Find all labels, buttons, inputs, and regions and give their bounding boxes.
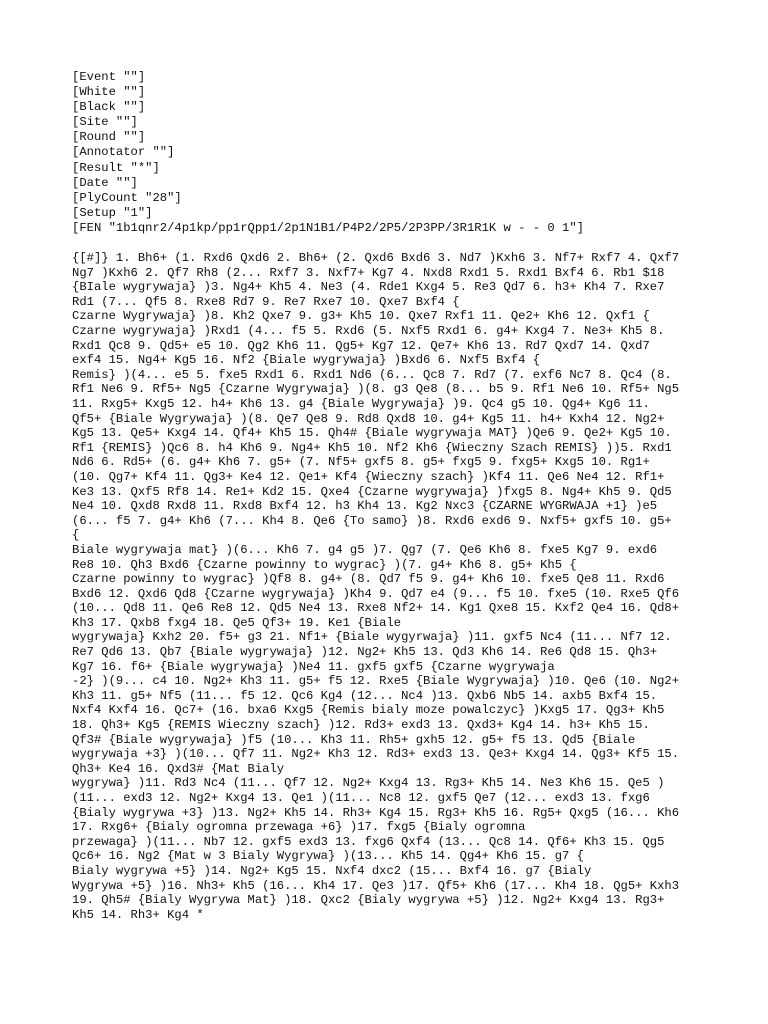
movetext-line: Qc6+ 16. Ng2 {Mat w 3 Bialy Wygrywa} )(13... Kh5 14. Qg4+ Kh6 15. g7 {: [72, 849, 584, 864]
movetext-line: wygrywa} )11. Rd3 Nc4 (11... Qf7 12. Ng2+ Kxg4 13. Rg3+ Kh5 14. Ne3 Kh6 15. Qe5 ): [72, 776, 665, 791]
pgn-header-tag: [PlyCount "28"]: [72, 190, 182, 205]
movetext-line: {: [72, 528, 80, 543]
movetext-line: 19. Qh5# {Bialy Wygrywa Mat} )18. Qxc2 {Bialy wygrywa +5} )12. Ng2+ Kxg4 13. Rg3+: [72, 893, 665, 908]
movetext-line: Qf3# {Biale wygrywaja} )f5 (10... Kh3 11. Rh5+ gxh5 12. g5+ f5 13. Qd5 {Biale: [72, 732, 636, 747]
pgn-movetext: [72, 251, 712, 922]
pgn-header-tag: [Black ""]: [72, 100, 146, 115]
movetext-line: {BIale wygrywaja} )3. Ng4+ Kh5 4. Ne3 (4. Rde1 Kxg4 5. Re3 Qd7 6. h3+ Kh4 7. Rxe7: [72, 280, 665, 295]
movetext-line: Nd6 6. Rd5+ (6. g4+ Kh6 7. g5+ (7. Nf5+ gxf5 8. g5+ fxg5 9. fxg5+ Kxg5 10. Rg1+: [72, 455, 650, 470]
movetext-line: {Bialy wygrywa +3} )13. Ng2+ Kh5 14. Rh3+ Kg4 15. Rg3+ Kh5 16. Rg5+ Qxg5 (16... Kh6: [72, 805, 680, 820]
movetext-line: 18. Qh3+ Kg5 {REMIS Wieczny szach} )12. Rd3+ exd3 13. Qxd3+ Kg4 14. h3+ Kh5 15.: [72, 718, 650, 733]
movetext-line: Remis} )(4... e5 5. fxe5 Rxd1 6. Rxd1 Nd6 (6... Qc8 7. Rd7 (7. exf6 Nc7 8. Qc4 (8.: [72, 367, 672, 382]
movetext-line: wygrywaja +3} )(10... Qf7 11. Ng2+ Kh3 12. Rd3+ exd3 13. Qe3+ Kxg4 14. Qg3+ Kf5 15.: [72, 747, 680, 762]
movetext-line: Re7 Qd6 13. Qb7 {Biale wygrywaja} )12. Ng2+ Kh5 13. Qd3 Kh6 14. Re6 Qd8 15. Qh3+: [72, 645, 658, 660]
movetext-line: 11. Rxg5+ Kxg5 12. h4+ Kh6 13. g4 {Biale Wygrywaja} )9. Qc4 g5 10. Qg4+ Kg6 11.: [72, 396, 650, 411]
movetext-line: Re8 10. Qh3 Bxd6 {Czarne powinny to wygrac} )(7. g4+ Kh6 8. g5+ Kh5 {: [72, 557, 577, 572]
movetext-line: Nxf4 Kxf4 16. Qc7+ (16. bxa6 Kxg5 {Remis bialy moze powalczyc} )Kxg5 17. Qg3+ Kh5: [72, 703, 665, 718]
movetext-line: Rf1 {REMIS} )Qc6 8. h4 Kh6 9. Ng4+ Kh5 10. Nf2 Kh6 {Wieczny Szach REMIS} ))5. Rxd1: [72, 440, 672, 455]
movetext-line: Rf1 Ne6 9. Rf5+ Ng5 {Czarne Wygrywaja} )(8. g3 Qe8 (8... b5 9. Rf1 Ne6 10. Rf5+ Ng5: [72, 382, 680, 397]
movetext-line: exf4 15. Ng4+ Kg5 16. Nf2 {Biale wygrywaja} )Bxd6 6. Nxf5 Bxf4 {: [72, 353, 541, 368]
movetext-line: Kh5 14. Rh3+ Kg4 *: [72, 907, 204, 922]
movetext-line: Czarne wygrywaja} )Rxd1 (4... f5 5. Rxd6 (5. Nxf5 Rxd1 6. g4+ Kxg4 7. Ne3+ Kh5 8.: [72, 324, 665, 338]
movetext-line: Kg7 16. f6+ {Biale wygrywaja} )Ne4 11. gxf5 gxf5 {Czarne wygrywaja: [72, 659, 555, 674]
movetext-line: Kg5 13. Qe5+ Kxg4 14. Qf4+ Kh5 15. Qh4# {Biale wygrywaja MAT} )Qe6 9. Qe2+ Kg5 10.: [72, 426, 672, 441]
movetext-line: Bxd6 12. Qxd6 Qd8 {Czarne wygrywaja} )Kh4 9. Qd7 e4 (9... f5 10. fxe5 (10. Rxe5 Qf6: [72, 586, 680, 601]
movetext-line: Biale wygrywaja mat} )(6... Kh6 7. g4 g5 )7. Qg7 (7. Qe6 Kh6 8. fxe5 Kg7 9. exd6: [72, 542, 658, 557]
pgn-header-tag: [Round ""]: [72, 130, 146, 145]
movetext-line: 17. Rxg6+ {Bialy ogromna przewaga +6} )17. fxg5 {Bialy ogromna: [72, 820, 526, 835]
movetext-line: Kh3 17. Qxb8 fxg4 18. Qe5 Qf3+ 19. Ke1 {Biale: [72, 615, 402, 630]
movetext-line: (11... exd3 12. Ng2+ Kxg4 13. Qe1 )(11... Nc8 12. gxf5 Qe7 (12... exd3 13. fxg6: [72, 791, 650, 805]
pgn-header-tag: [FEN "1b1qnr2/4p1kp/pp1rQpp1/2p1N1B1/P4P2/2P5/2P3PP/3R1R1K w - - 0 1"]: [72, 220, 584, 235]
pgn-header-tag: [Date ""]: [72, 175, 138, 190]
pgn-header-tag: [Annotator ""]: [72, 145, 175, 160]
movetext-line: {[#]} 1. Bh6+ (1. Rxd6 Qxd6 2. Bh6+ (2. Qxd6 Bxd6 3. Nd7 )Kxh6 3. Nf7+ Rxf7 4. Qxf7: [72, 251, 680, 266]
movetext-line: Qf5+ {Biale Wygrywaja} )(8. Qe7 Qe8 9. Rd8 Qxd8 10. g4+ Kg5 11. h4+ Kxh4 12. Ng2+: [72, 411, 665, 426]
pgn-header-tag: [White ""]: [72, 85, 146, 100]
pgn-header-tag: [Event ""]: [72, 70, 146, 84]
blank-line: [72, 236, 712, 251]
movetext-line: Bialy wygrywa +5} )14. Ng2+ Kg5 15. Nxf4 dxc2 (15... Bxf4 16. g7 {Bialy: [72, 863, 592, 878]
pgn-header-tag: [Setup "1"]: [72, 205, 153, 220]
movetext-line: Ke3 13. Qxf5 Rf8 14. Re1+ Kd2 15. Qxe4 {Czarne wygrywaja} )fxg5 8. Ng4+ Kh5 9. Qd5: [72, 484, 672, 499]
movetext-line: Qh3+ Ke4 16. Qxd3# {Mat Bialy: [72, 761, 285, 776]
movetext-line: wygrywaja} Kxh2 20. f5+ g3 21. Nf1+ {Biale wygyrwaja} )11. gxf5 Nc4 (11... Nf7 12.: [72, 630, 672, 645]
movetext-line: Ne4 10. Qxd8 Rxd8 11. Rxd8 Bxf4 12. h3 Kh4 13. Kg2 Nxc3 {CZARNE WYGRWAJA +1} )e5: [72, 499, 658, 514]
movetext-line: -2} )(9... c4 10. Ng2+ Kh3 11. g5+ f5 12. Rxe5 {Biale Wygrywaja} )10. Qe6 (10. Ng2+: [72, 674, 680, 689]
pgn-header-tag: [Result "*"]: [72, 160, 160, 175]
movetext-line: Rd1 (7... Qf5 8. Rxe8 Rd7 9. Re7 Rxe7 10. Qxe7 Bxf4 {: [72, 294, 460, 309]
movetext-line: (6... f5 7. g4+ Kh6 (7... Kh4 8. Qe6 {To samo} )8. Rxd6 exd6 9. Nxf5+ gxf5 10. g5+: [72, 513, 672, 528]
movetext-line: Kh3 11. g5+ Nf5 (11... f5 12. Qc6 Kg4 (12... Nc4 )13. Qxb6 Nb5 14. axb5 Bxf4 15.: [72, 688, 658, 703]
movetext-line: (10... Qd8 11. Qe6 Re8 12. Qd5 Ne4 13. Rxe8 Nf2+ 14. Kg1 Qxe8 15. Kxf2 Qe4 16. Qd8+: [72, 601, 680, 616]
movetext-line: Wygrywa +5} )16. Nh3+ Kh5 (16... Kh4 17. Qe3 )17. Qf5+ Kh6 (17... Kh4 18. Qg5+ Kxh3: [72, 878, 680, 893]
movetext-line: Rxd1 Qc8 9. Qd5+ e5 10. Qg2 Kh6 11. Qg5+ Kg7 12. Qe7+ Kh6 13. Rd7 Qxd7 14. Qxd7: [72, 338, 650, 353]
pgn-document: [72, 70, 712, 922]
movetext-line: Ng7 )Kxh6 2. Qf7 Rh8 (2... Rxf7 3. Nxf7+ Kg7 4. Nxd8 Rxd1 5. Rxd1 Bxf4 6. Rb1 $18: [72, 265, 665, 280]
pgn-header-tag: [Site ""]: [72, 115, 138, 130]
movetext-line: (10. Qg7+ Kf4 11. Qg3+ Ke4 12. Qe1+ Kf4 {Wieczny szach} )Kf4 11. Qe6 Ne4 12. Rf1+: [72, 469, 665, 484]
movetext-line: Czarne powinny to wygrac} )Qf8 8. g4+ (8. Qd7 f5 9. g4+ Kh6 10. fxe5 Qe8 11. Rxd6: [72, 572, 665, 587]
movetext-line: Czarne Wygrywaja} )8. Kh2 Qxe7 9. g3+ Kh5 10. Qxe7 Rxf1 11. Qe2+ Kh6 12. Qxf1 {: [72, 309, 650, 324]
movetext-line: przewaga} )(11... Nb7 12. gxf5 exd3 13. fxg6 Qxf4 (13... Qc8 14. Qf6+ Kh3 15. Qg5: [72, 834, 665, 849]
pgn-header-block: [72, 70, 712, 236]
